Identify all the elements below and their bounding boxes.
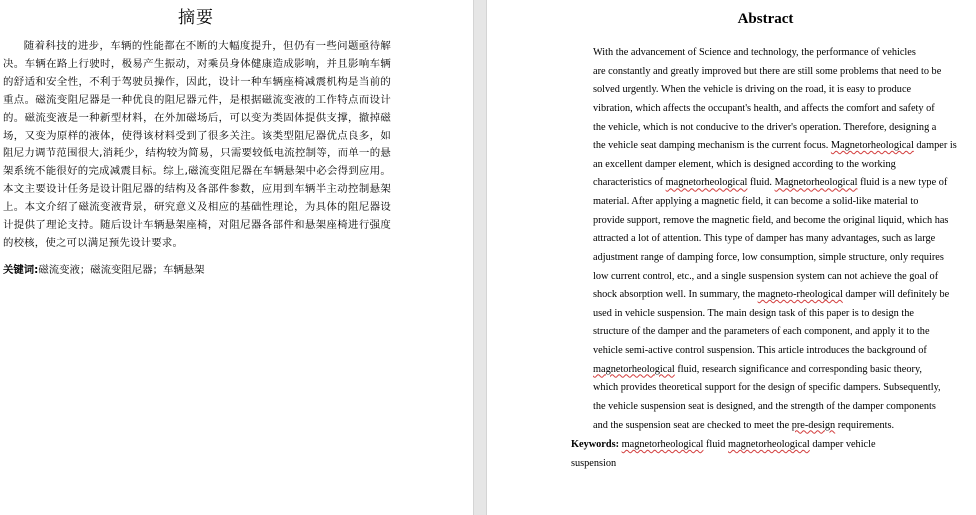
abstract-line: vehicle semi-active control suspension. This article introduces the background of xyxy=(593,345,927,356)
abstract-line: structure of the damper and the parameters of each component, and apply it to the xyxy=(593,326,930,338)
chinese-keywords xyxy=(3,262,391,280)
abstract-line: magnetorheological fluid, research significance and corresponding basic theory, xyxy=(593,363,923,375)
english-abstract-title: Abstract xyxy=(737,11,794,27)
abstract-line: used in vehicle suspension. The main design task of this paper is to design the xyxy=(593,307,914,319)
abstract-line: which provides theoretical support for the design of specific dampers. Subsequently, xyxy=(593,382,941,394)
abstract-line: material. After applying a magnetic field, it can become a solid-like material to xyxy=(593,196,919,207)
english-abstract-page xyxy=(487,0,976,515)
chinese-keywords-label: 关键词: xyxy=(3,264,39,276)
page-gutter xyxy=(473,0,487,515)
abstract-line: and the suspension seat are checked to meet the pre-design requirements. xyxy=(593,419,895,431)
chinese-abstract-title: 摘要 xyxy=(178,8,214,28)
english-keywords-line xyxy=(571,436,960,455)
abstract-line: an excellent damper element, which is designed according to the working xyxy=(593,158,896,170)
abstract-line: adjustment range of damping force, low consumption, simple structure, only requires xyxy=(593,251,944,263)
english-abstract-body xyxy=(571,44,960,435)
english-keywords-continuation: suspension xyxy=(571,457,617,469)
abstract-line: shock absorption well. In summary, the magneto-rheological damper will definitely be xyxy=(593,289,950,301)
english-keywords xyxy=(571,436,960,473)
chinese-keywords-text: 磁流变液；磁流变阻尼器；车辆悬架 xyxy=(38,264,205,276)
abstract-line: the vehicle seat damping mechanism is the current focus. Magnetorheological damper is xyxy=(593,140,957,152)
chinese-abstract-page xyxy=(0,0,473,515)
abstract-line: With the advancement of Science and technology, the performance of vehicles xyxy=(593,47,916,58)
abstract-line: provide support, remove the magnetic field, and become the original liquid, which has xyxy=(593,214,949,226)
abstract-line: the vehicle suspension seat is designed, and the strength of the damper components xyxy=(593,400,936,412)
abstract-line: characteristics of magnetorheological fluid. Magnetorheological fluid is a new type of xyxy=(593,177,948,189)
abstract-line: solved urgently. When the vehicle is driving on the road, it is easy to produce xyxy=(593,84,912,96)
abstract-line: low current control, etc., and a single suspension system can not achieve the goal of xyxy=(593,270,939,282)
abstract-line: attracted a lot of attention. This type of damper has many advantages, such as large xyxy=(593,233,936,245)
chinese-abstract-body: 随着科技的进步，车辆的性能都在不断的大幅度提升，但仍有一些问题亟待解决。车辆在路上行驶时，极易产生振动，对乘员身体健康造成影响，并且影响车辆的舒适和安全性，不利于驾驶员操作，因此，设计一种车辆座椅减震机构是当前的重点。磁流变阻尼器是一种优良的阻尼器元件，是根据磁流变液的工作特点而设计的。磁流变液是一种新型材料，在外加磁场后，可以变为类固体提供支撑，撤掉磁场，又变为原样的液体，使得该材料受到了很多关注。该类型阻尼器优点良多，如阻尼力调节范围很大,消耗少，结构较为简易，只需要较低电流控制等，而单一的悬架系统不能很好的完成减震目标。综上,磁流变阻尼器在车辆悬架中必会得到应用。本文主要设计任务是设计阻尼器的结构及各部件参数，应用到车辆半主动控制悬架上。本文介绍了磁流变液背景，研究意义及相应的基础性理论，为具体的阻尼器设计提供了理论支持。随后设计车辆悬架座椅，对阻尼器各部件和悬架座椅进行强度的校核，使之可以满足预先设计要求。 xyxy=(3,40,391,249)
abstract-line: are constantly and greatly improved but there are still some problems that need to be xyxy=(593,65,942,77)
english-keywords-label: Keywords: xyxy=(571,439,620,450)
english-keywords-text: magnetorheological fluid magnetorheological damper vehicle xyxy=(621,439,876,450)
abstract-line: vibration, which affects the occupant's health, and affects the comfort and safety of xyxy=(593,102,935,114)
abstract-line: the vehicle, which is not conducive to the driver's operation. Therefore, designing a xyxy=(593,121,937,133)
